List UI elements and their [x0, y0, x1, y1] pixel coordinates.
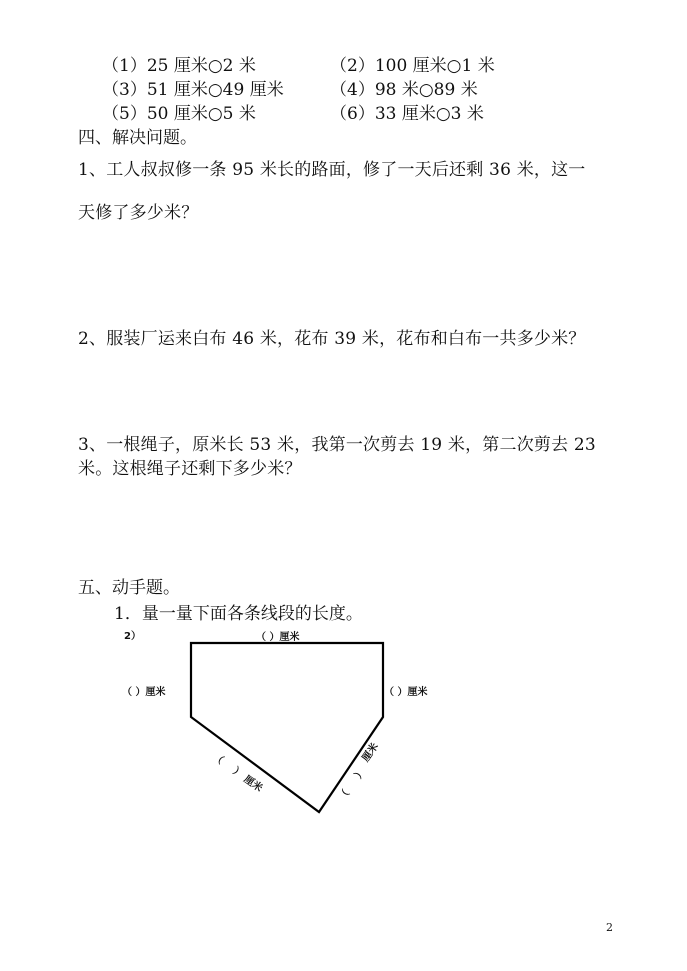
bottom-left-paren-open: （ [210, 751, 226, 767]
bottom-left-unit: 厘米 [241, 773, 265, 795]
measure-task: 1．量一量下面各条线段的长度。 [114, 604, 363, 624]
question-3-line-1: 3、一根绳子，原米长 53 米，我第一次剪去 19 米，第二次剪去 23 [78, 435, 596, 455]
right-side-label: （ ）厘米 [384, 687, 428, 698]
compare-item-4: （4）98 米○89 米 [330, 80, 478, 100]
bottom-right-unit: 厘米 [360, 741, 381, 764]
compare-item-5: （5）50 厘米○5 米 [102, 104, 256, 124]
compare-item-6: （6）33 厘米○3 米 [330, 104, 484, 124]
top-side-label: （ ）厘米 [256, 632, 300, 643]
section-4-title: 四、解决问题。 [78, 128, 197, 148]
page-number: 2 [606, 921, 613, 934]
bottom-left-paren-close: ） [230, 765, 246, 781]
compare-item-2: （2）100 厘米○1 米 [330, 56, 495, 76]
figure-number: 2） [124, 631, 141, 642]
question-2: 2、服装厂运来白布 46 米，花布 39 米，花布和白布一共多少米？ [78, 329, 586, 349]
compare-item-1: （1）25 厘米○2 米 [102, 56, 256, 76]
question-3-line-2: 米。这根绳子还剩下多少米？ [78, 459, 302, 479]
section-5-title: 五、动手题。 [78, 578, 180, 598]
bottom-right-paren-close: ） [353, 766, 369, 781]
question-1-line-2: 天修了多少米？ [78, 203, 199, 223]
pentagon-shape [191, 643, 383, 812]
question-1-line-1: 1、工人叔叔修一条 95 米长的路面，修了一天后还剩 36 米，这一 [78, 160, 586, 180]
compare-item-3: （3）51 厘米○49 厘米 [102, 80, 284, 100]
left-side-label: （ ）厘米 [122, 687, 166, 698]
bottom-right-paren-open: （ [337, 788, 353, 803]
